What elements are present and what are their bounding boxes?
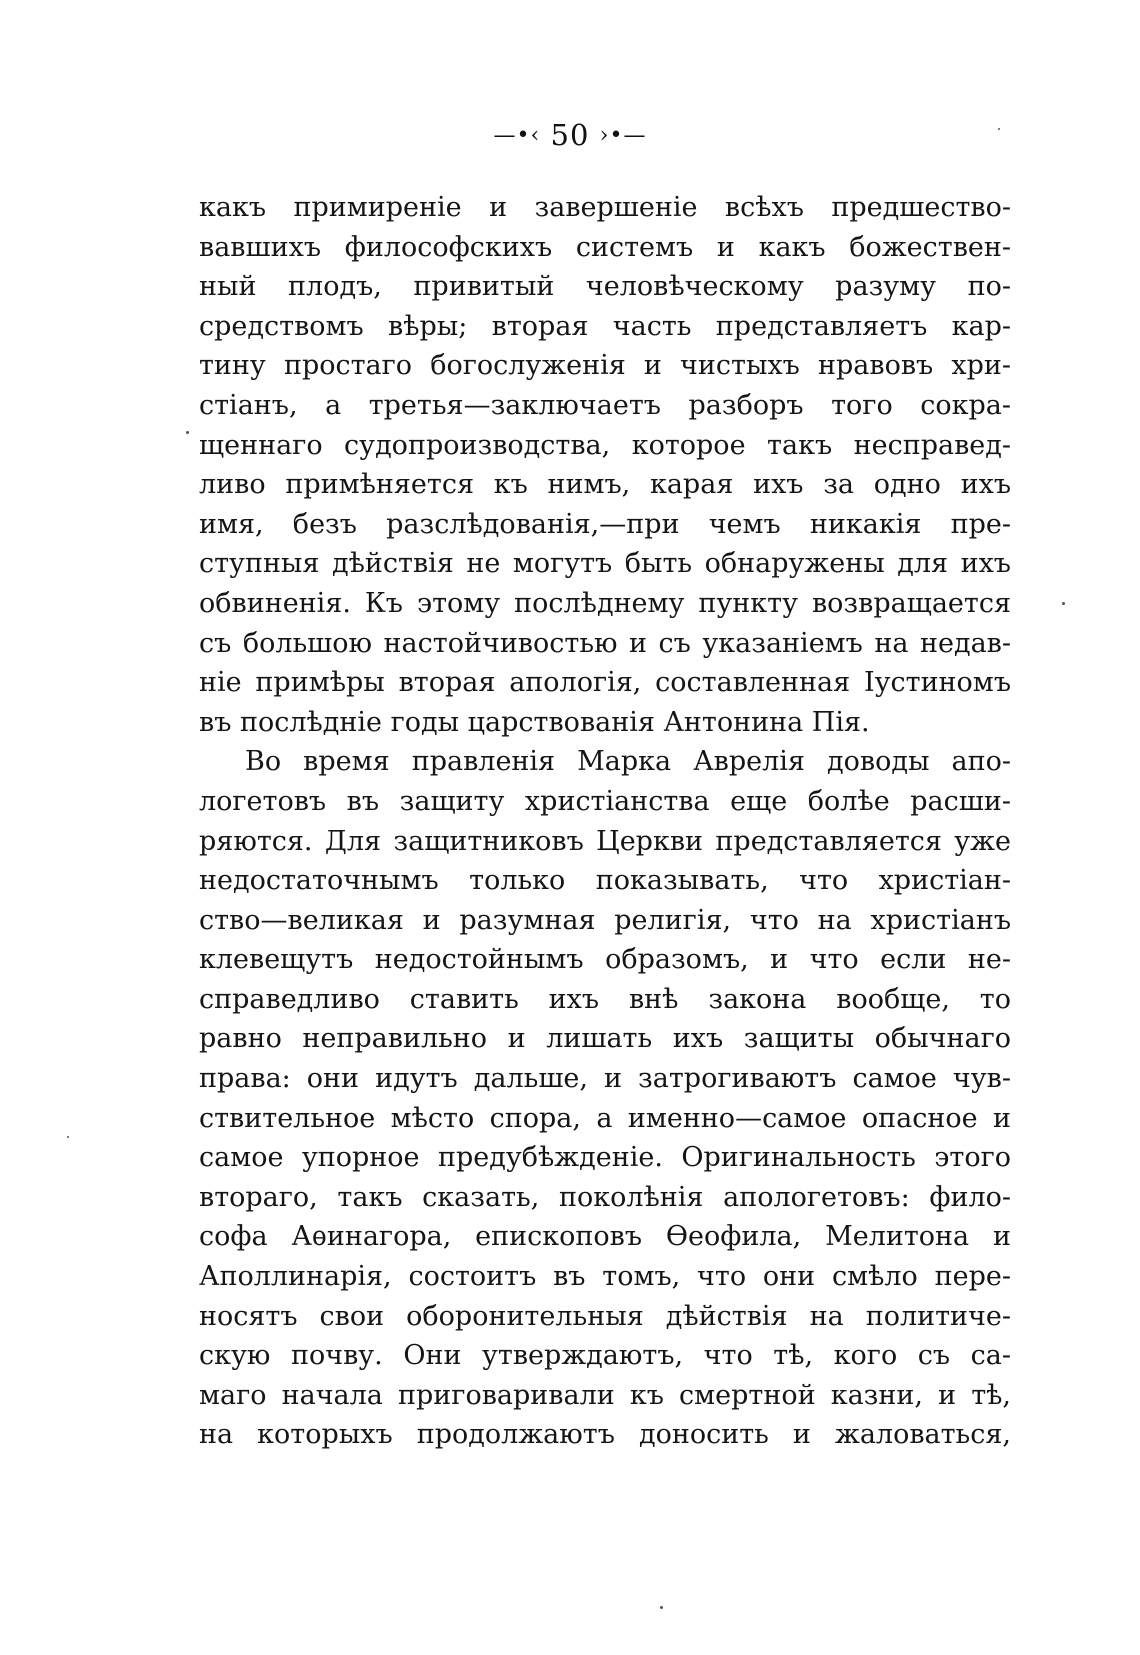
text-line: скую почву. Они утверждаютъ, что тѣ, кого съ са- (199, 1340, 1011, 1372)
body-text (199, 188, 1011, 1455)
text-line: имя, безъ разслѣдованія,—при чемъ никакія пре- (199, 508, 1011, 540)
text-line: логетовъ въ защиту христіанства еще болѣе расши- (199, 785, 1011, 817)
text-line: ступныя дѣйствія не могутъ быть обнаружены для ихъ (199, 548, 1011, 580)
text-line: обвиненія. Къ этому послѣднему пункту возвращается (199, 587, 1011, 619)
text-line: ный плодъ, привитый человѣческому разуму по- (199, 271, 1011, 303)
text-line: Аполлинарія, состоитъ въ томъ, что они смѣло пере- (199, 1261, 1011, 1293)
text-line: софа Аѳинагора, епископовъ Ѳеофила, Мелитона и (199, 1221, 1011, 1253)
text-line: носятъ свои оборонительныя дѣйствія на политиче- (199, 1300, 1011, 1332)
text-line: средствомъ вѣры; вторая часть представляетъ кар- (199, 310, 1011, 342)
scan-speck (998, 128, 1000, 130)
text-line: какъ примиреніе и завершеніе всѣхъ предшество- (199, 192, 1011, 223)
scan-speck (186, 431, 189, 434)
scan-speck (67, 1136, 69, 1138)
paragraph-1 (199, 188, 1011, 742)
text-line: въ послѣдніе годы царствованія Антонина Пія. (199, 706, 870, 738)
header-ornament-left: —•‹ (493, 123, 541, 148)
text-line: справедливо ставить ихъ внѣ закона вообще, то (199, 983, 1011, 1015)
scan-speck (1062, 602, 1065, 605)
text-line: втораго, такъ сказать, поколѣнія апологетовъ: фило- (199, 1181, 1011, 1213)
text-line: равно неправильно и лишать ихъ защиты обычнаго (199, 1023, 1011, 1055)
text-line: вавшихъ философскихъ системъ и какъ божествен- (199, 231, 1011, 263)
text-line: ряются. Для защитниковъ Церкви представляется уже (199, 825, 1011, 857)
text-line: съ большою настойчивостью и съ указаніемъ на недав- (199, 627, 1011, 659)
text-line: ливо примѣняется къ нимъ, карая ихъ за одно ихъ (199, 469, 1011, 501)
text-line: ніе примѣры вторая апологія, составленная Іустиномъ (199, 667, 1011, 699)
text-line: на которыхъ продолжаютъ доносить и жаловаться, (199, 1419, 1011, 1451)
text-line: стіанъ, а третья—заключаетъ разборъ того сокра- (199, 389, 1011, 421)
page-number: 50 (550, 118, 590, 152)
text-line: права: они идутъ дальше, и затрогиваютъ самое чув- (199, 1063, 1011, 1095)
text-line: ствительное мѣсто спора, а именно—самое опасное и (199, 1102, 1011, 1134)
text-line: ство—великая и разумная религія, что на христіанъ (199, 904, 1011, 936)
text-line: клевещутъ недостойнымъ образомъ, и что если не- (199, 944, 1011, 976)
text-line: маго начала приговаривали къ смертной казни, и тѣ, (199, 1379, 1011, 1411)
text-line: самое упорное предубѣжденіе. Оригинальность этого (199, 1142, 1011, 1174)
text-line: тину простаго богослуженія и чистыхъ нравовъ хри- (199, 350, 1011, 382)
text-line: Во время правленія Марка Аврелія доводы апо- (245, 746, 1011, 778)
header-ornament-right: ›•— (599, 123, 647, 148)
page-header (0, 118, 1140, 152)
text-line: недостаточнымъ только показывать, что христіан- (199, 865, 1011, 897)
text-line: щеннаго судопроизводства, которое такъ несправед- (199, 429, 1011, 461)
paragraph-2 (199, 742, 1011, 1455)
scan-speck (660, 1606, 663, 1609)
